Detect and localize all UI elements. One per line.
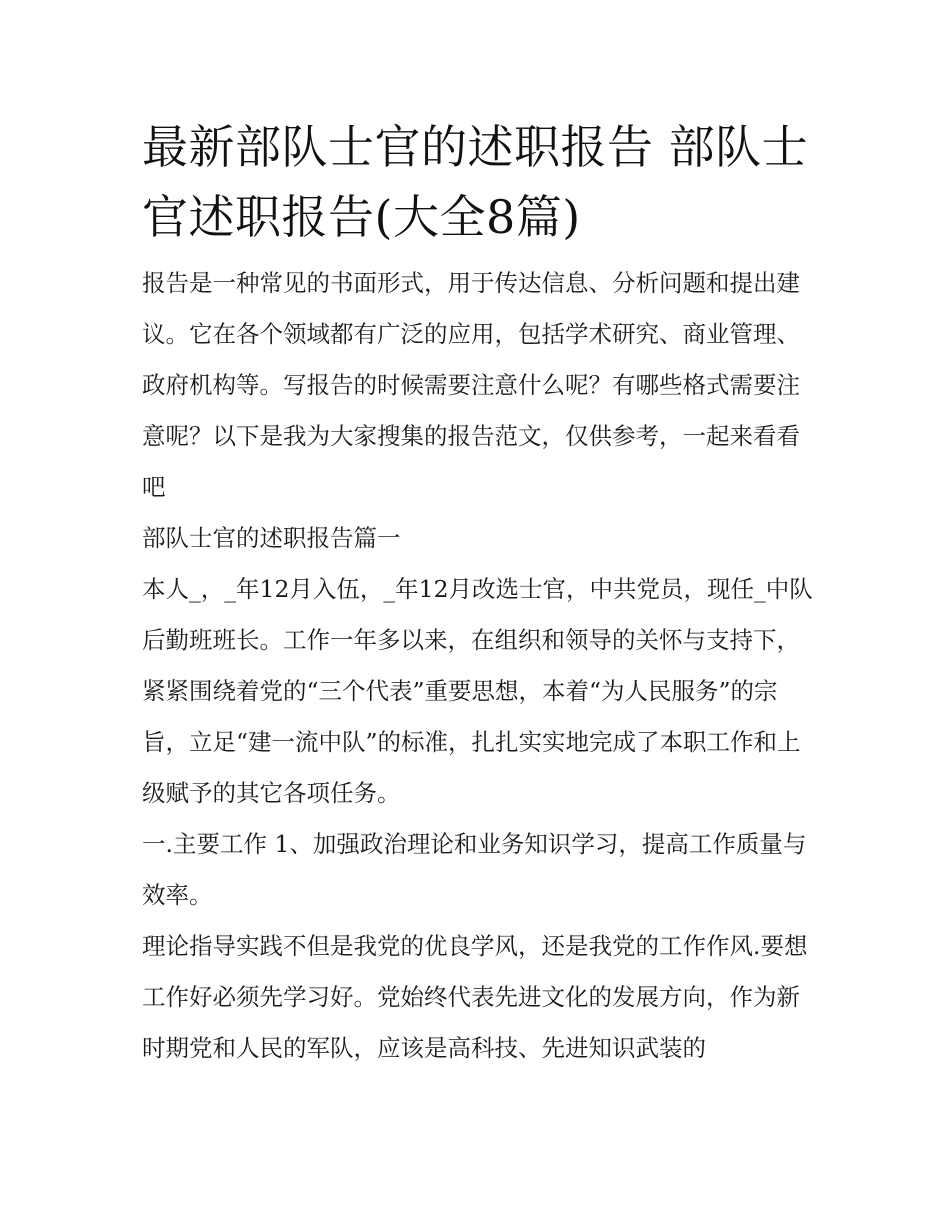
body-paragraph: 本人_，_年12月入伍，_年12月改选士官，中共党员，现任_中队后勤班班长。工作一年多以来，在组织和领导的关怀与支持下，紧紧围绕着党的“三个代表”重要思想，本着“为人民服务”的宗旨，立足“建一流中队”的标准，扎扎实实地完成了本职工作和上级赋予的其它各项任务。 bbox=[142, 575, 813, 807]
document-page bbox=[142, 112, 814, 1074]
body-paragraph: 一.主要工作 1、加强政治理论和业务知识学习，提高工作质量与效率。 bbox=[142, 830, 807, 909]
section-heading: 部队士官的述职报告篇一 bbox=[142, 524, 401, 552]
document-title: 最新部队士官的述职报告 部队士官述职报告(大全8篇) bbox=[142, 120, 809, 244]
body-paragraph: 理论指导实践不但是我党的优良学风，还是我党的工作作风.要想工作好必须先学习好。党始终代表先进文化的发展方向，作为新时期党和人民的军队，应该是高科技、先进知识武装的 bbox=[142, 932, 808, 1062]
intro-paragraph: 报告是一种常见的书面形式，用于传达信息、分析问题和提出建议。它在各个领域都有广泛的应用，包括学术研究、商业管理、政府机构等。写报告的时候需要注意什么呢？有哪些格式需要注意呢？以下是我为大家搜集的报告范文，仅供参考，一起来看看吧 bbox=[142, 269, 800, 501]
